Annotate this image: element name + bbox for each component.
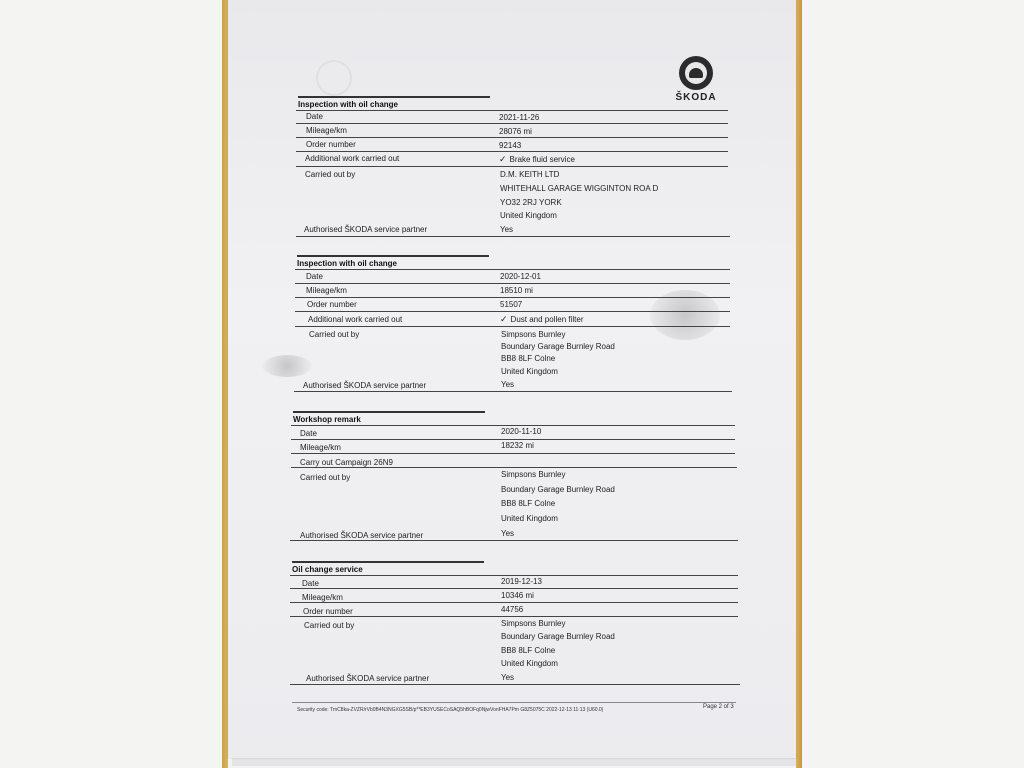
divider <box>290 684 740 685</box>
date-value: 2021-11-26 <box>499 113 540 122</box>
mileage-label: Mileage/km <box>306 286 347 295</box>
checkmark-icon: ✓ <box>500 314 508 324</box>
divider <box>296 151 728 152</box>
mileage-label: Mileage/km <box>300 443 341 452</box>
garage-line: Simpsons Burnley <box>501 330 566 339</box>
garage-line: United Kingdom <box>500 211 557 220</box>
carried-out-label: Carried out by <box>304 621 355 630</box>
carried-out-label: Carried out by <box>309 330 360 339</box>
divider <box>290 588 738 589</box>
garage-line: Boundary Garage Burnley Road <box>501 485 615 494</box>
footer-divider <box>292 702 736 703</box>
ink-smudge <box>262 355 312 377</box>
garage-line: BB8 8LF Colne <box>501 646 556 655</box>
order-value: 44756 <box>501 605 524 614</box>
carried-out-label: Carried out by <box>300 473 351 482</box>
extra-work-value: ✓ Dust and pollen filter <box>500 314 584 324</box>
order-label: Order number <box>307 300 357 309</box>
remark-text: Carry out Campaign 26N9 <box>300 458 393 467</box>
section-title: Oil change service <box>292 561 484 574</box>
garage-line: Boundary Garage Burnley Road <box>501 632 615 641</box>
mileage-label: Mileage/km <box>306 126 347 135</box>
garage-line: United Kingdom <box>501 514 558 523</box>
section-title: Workshop remark <box>293 411 485 424</box>
carried-out-label: Carried out by <box>305 170 356 179</box>
divider <box>294 391 732 392</box>
partner-value: Yes <box>501 673 515 682</box>
divider <box>296 137 728 138</box>
divider <box>296 123 728 124</box>
extra-work-value: ✓ Brake fluid service <box>499 154 575 164</box>
checkmark-icon: ✓ <box>499 154 507 164</box>
skoda-wing-icon <box>679 56 713 90</box>
section-title: Inspection with oil change <box>298 96 490 109</box>
date-label: Date <box>300 429 317 438</box>
skoda-logo <box>675 56 717 103</box>
date-value: 2019-12-13 <box>501 577 542 586</box>
date-label: Date <box>306 272 323 281</box>
date-label: Date <box>302 579 319 588</box>
mileage-value: 18510 mi <box>500 286 533 295</box>
security-code: Security code: TmC8ka-ZVZR/rVb0B4N3NGXG5SB/p**EB3YUSECoSAQ5hBOFq0NjwVonFHA7Pm G8Z5075C 2022-12-13 11:13 (U60.0) <box>297 707 604 713</box>
divider <box>296 166 728 167</box>
date-value: 2020-12-01 <box>500 272 541 281</box>
divider <box>291 439 735 440</box>
divider <box>295 297 730 298</box>
background-left <box>0 0 226 768</box>
partner-value: Yes <box>501 529 515 538</box>
partner-label: Authorised ŠKODA service partner <box>304 225 428 234</box>
divider <box>295 269 730 270</box>
divider <box>290 540 738 541</box>
divider <box>296 236 730 237</box>
extra-work-label: Additional work carried out <box>305 154 400 163</box>
order-value: 51507 <box>500 300 523 309</box>
background-right <box>802 0 1024 768</box>
order-label: Order number <box>303 607 353 616</box>
divider <box>295 283 730 284</box>
date-value: 2020-11-10 <box>501 427 542 436</box>
divider <box>295 326 730 327</box>
garage-line: United Kingdom <box>501 659 558 668</box>
garage-line: Simpsons Burnley <box>501 470 566 479</box>
divider <box>291 467 737 468</box>
divider <box>290 575 738 576</box>
date-label: Date <box>306 112 323 121</box>
partner-value: Yes <box>501 380 515 389</box>
page-number: Page 2 of 3 <box>703 704 734 710</box>
order-value: 92143 <box>499 141 522 150</box>
garage-line: WHITEHALL GARAGE WIGGINTON ROA D <box>500 184 659 193</box>
brand-name: ŠKODA <box>675 92 717 103</box>
mileage-value: 10346 mi <box>501 591 534 600</box>
partner-value: Yes <box>500 225 514 234</box>
partner-label: Authorised ŠKODA service partner <box>306 674 430 683</box>
faded-logo-mark <box>316 60 352 96</box>
divider <box>290 602 738 603</box>
divider <box>290 616 738 617</box>
divider <box>296 110 728 111</box>
section-title: Inspection with oil change <box>297 255 489 268</box>
garage-line: United Kingdom <box>501 367 558 376</box>
garage-line: YO32 2RJ YORK <box>500 198 562 207</box>
divider <box>291 425 735 426</box>
mileage-value: 18232 mi <box>501 441 534 450</box>
mileage-value: 28076 mi <box>499 127 532 136</box>
extra-work-label: Additional work carried out <box>308 315 403 324</box>
garage-line: BB8 8LF Colne <box>501 499 556 508</box>
mileage-label: Mileage/km <box>302 593 343 602</box>
garage-line: D.M. KEITH LTD <box>500 170 560 179</box>
partner-label: Authorised ŠKODA service partner <box>303 381 427 390</box>
divider <box>295 311 730 312</box>
partner-label: Authorised ŠKODA service partner <box>300 531 424 540</box>
garage-line: Boundary Garage Burnley Road <box>501 342 615 351</box>
garage-line: Simpsons Burnley <box>501 619 566 628</box>
order-label: Order number <box>306 140 356 149</box>
divider <box>291 453 735 454</box>
garage-line: BB8 8LF Colne <box>501 354 556 363</box>
